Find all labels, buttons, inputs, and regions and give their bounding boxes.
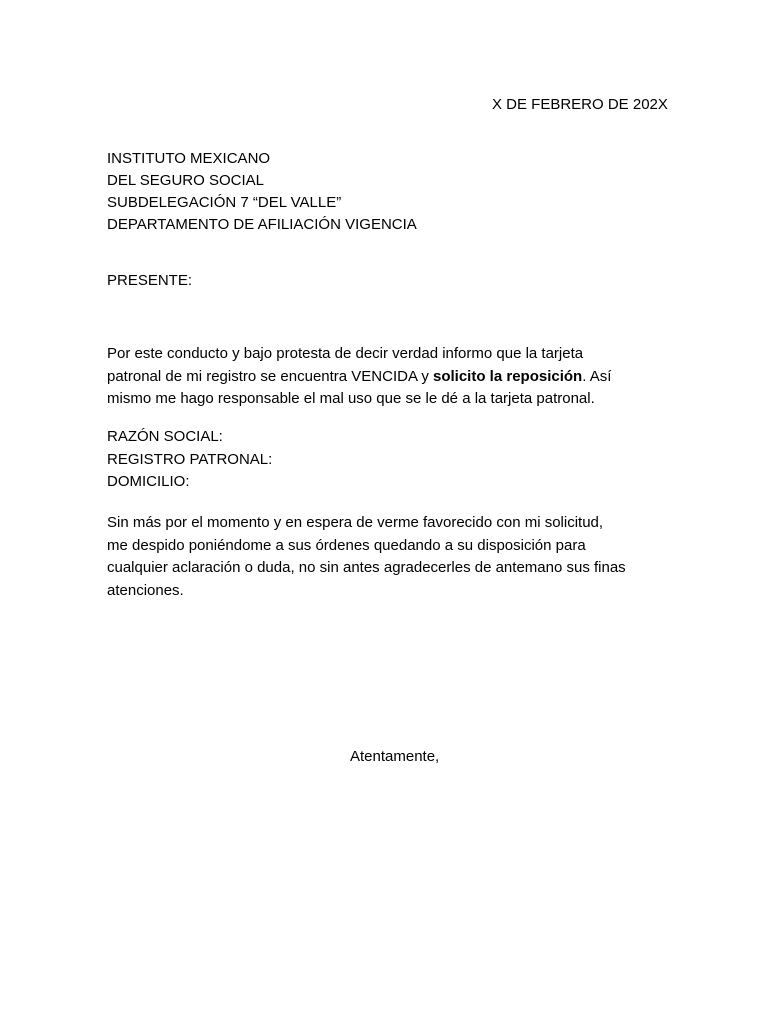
- greeting: PRESENTE:: [107, 272, 193, 289]
- request-emphasis: solicito la reposición: [433, 367, 583, 385]
- recipient-line-1: INSTITUTO MEXICANO: [107, 150, 271, 167]
- closing-paragraph-row-2: me despido poniéndome a sus órdenes quedando a su disposición para: [107, 536, 586, 554]
- closing-paragraph-row-4: atenciones.: [107, 581, 184, 599]
- recipient-line-3: SUBDELEGACIÓN 7 “DEL VALLE”: [107, 194, 342, 211]
- field-domicilio: DOMICILIO:: [107, 473, 190, 490]
- field-registro-patronal: REGISTRO PATRONAL:: [107, 451, 273, 468]
- request-paragraph: [107, 343, 667, 411]
- request-text-after: . Así: [582, 367, 612, 385]
- letter-date: X DE FEBRERO DE 202X: [492, 96, 668, 113]
- closing-paragraph-row-3: cualquier aclaración o duda, no sin antes agradecerles de antemano sus finas: [107, 559, 626, 576]
- recipient-line-2: DEL SEGURO SOCIAL: [107, 172, 264, 189]
- request-paragraph-row-1: Por este conducto y bajo protesta de decir verdad informo que la tarjeta: [107, 345, 584, 362]
- request-paragraph-row-2: [107, 366, 667, 389]
- request-paragraph-row-3: mismo me hago responsable el mal uso que se le dé a la tarjeta patronal.: [107, 390, 595, 407]
- sign-off: Atentamente,: [350, 748, 440, 765]
- closing-paragraph-row-1: Sin más por el momento y en espera de verme favorecido con mi solicitud,: [107, 514, 604, 531]
- field-razon-social: RAZÓN SOCIAL:: [107, 428, 223, 445]
- request-text-before: patronal de mi registro se encuentra VENCIDA y: [107, 367, 433, 385]
- closing-paragraph: [107, 512, 667, 602]
- recipient-line-4: DEPARTAMENTO DE AFILIACIÓN VIGENCIA: [107, 216, 417, 233]
